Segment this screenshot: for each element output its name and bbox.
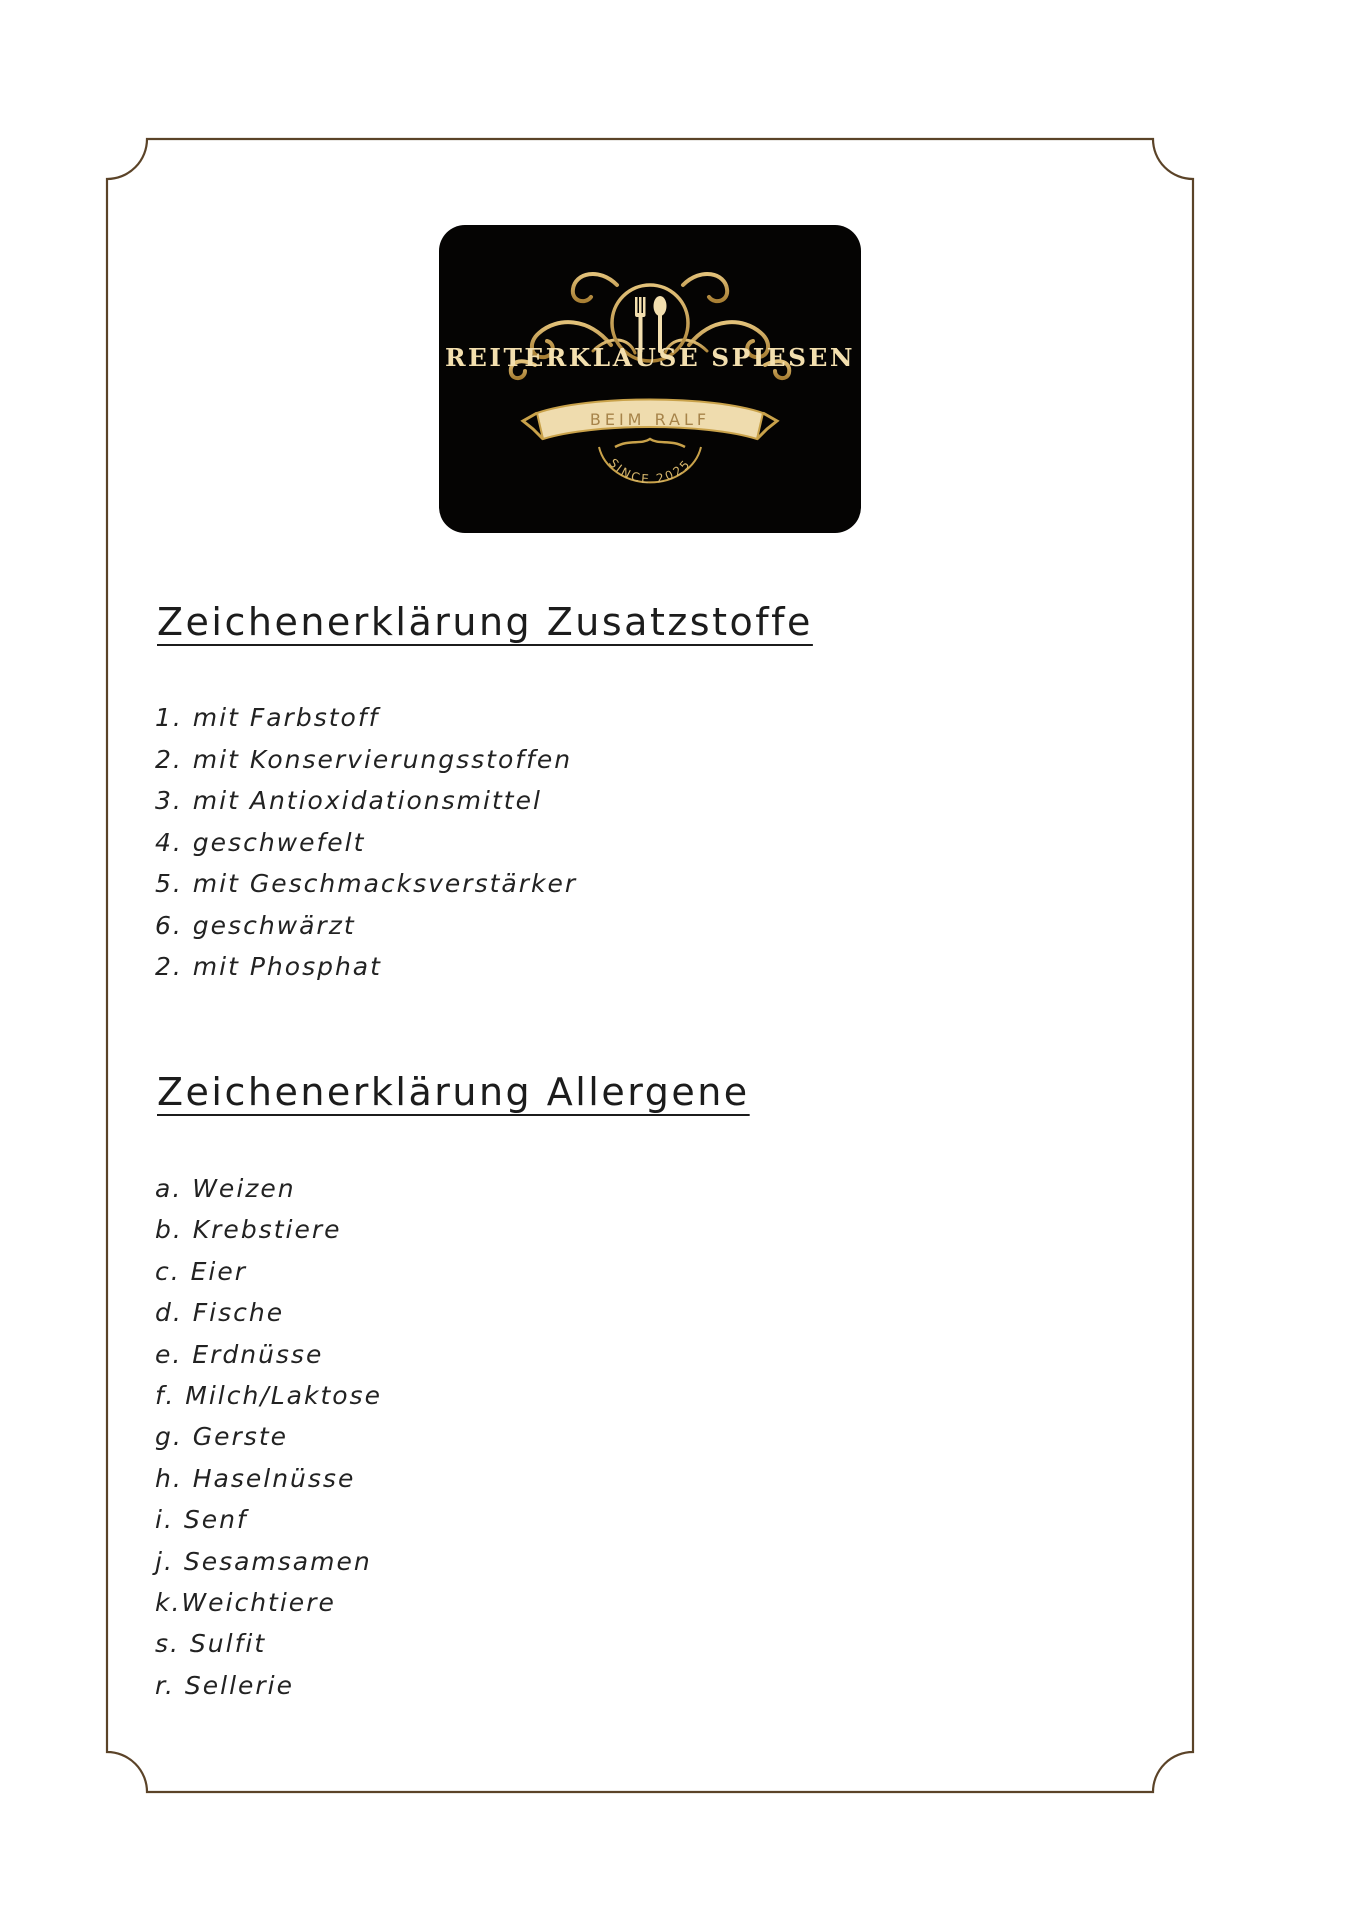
logo-since: SINCE 2025 — [605, 455, 695, 487]
list-item: 3. mit Antioxidationsmittel — [155, 786, 542, 815]
list-item: s. Sulfit — [155, 1629, 267, 1659]
additives-heading: Zeichenerklärung Zusatzstoffe — [157, 600, 813, 644]
logo-tagline: BEIM RALF — [589, 410, 711, 429]
additives-list — [155, 697, 577, 988]
list-item: r. Sellerie — [155, 1670, 295, 1700]
list-item: 2. mit Phosphat — [155, 952, 382, 981]
list-item: 5. mit Geschmacksverstärker — [155, 869, 578, 898]
list-item: 6. geschwärzt — [155, 910, 356, 940]
list-item: h. Haselnüsse — [155, 1463, 356, 1493]
restaurant-logo — [439, 225, 861, 533]
list-item: d. Fische — [155, 1298, 285, 1328]
list-item: j. Sesamsamen — [155, 1546, 372, 1576]
list-item: c. Eier — [155, 1256, 248, 1286]
list-item: 1. mit Farbstoff — [155, 703, 380, 732]
list-item: f. Milch/Laktose — [155, 1380, 382, 1410]
list-item: b. Krebstiere — [155, 1215, 342, 1245]
list-item: g. Gerste — [155, 1422, 289, 1452]
list-item: e. Erdnüsse — [155, 1339, 324, 1369]
logo-name: REITERKLAUSE SPIESEN — [445, 343, 855, 372]
allergens-heading: Zeichenerklärung Allergene — [157, 1070, 750, 1114]
list-item: 2. mit Konservierungsstoffen — [155, 744, 573, 774]
allergens-list — [155, 1168, 382, 1706]
list-item: a. Weizen — [155, 1174, 296, 1203]
list-item: 4. geschwefelt — [155, 827, 366, 857]
list-item: k.Weichtiere — [155, 1587, 336, 1617]
list-item: i. Senf — [155, 1505, 248, 1535]
